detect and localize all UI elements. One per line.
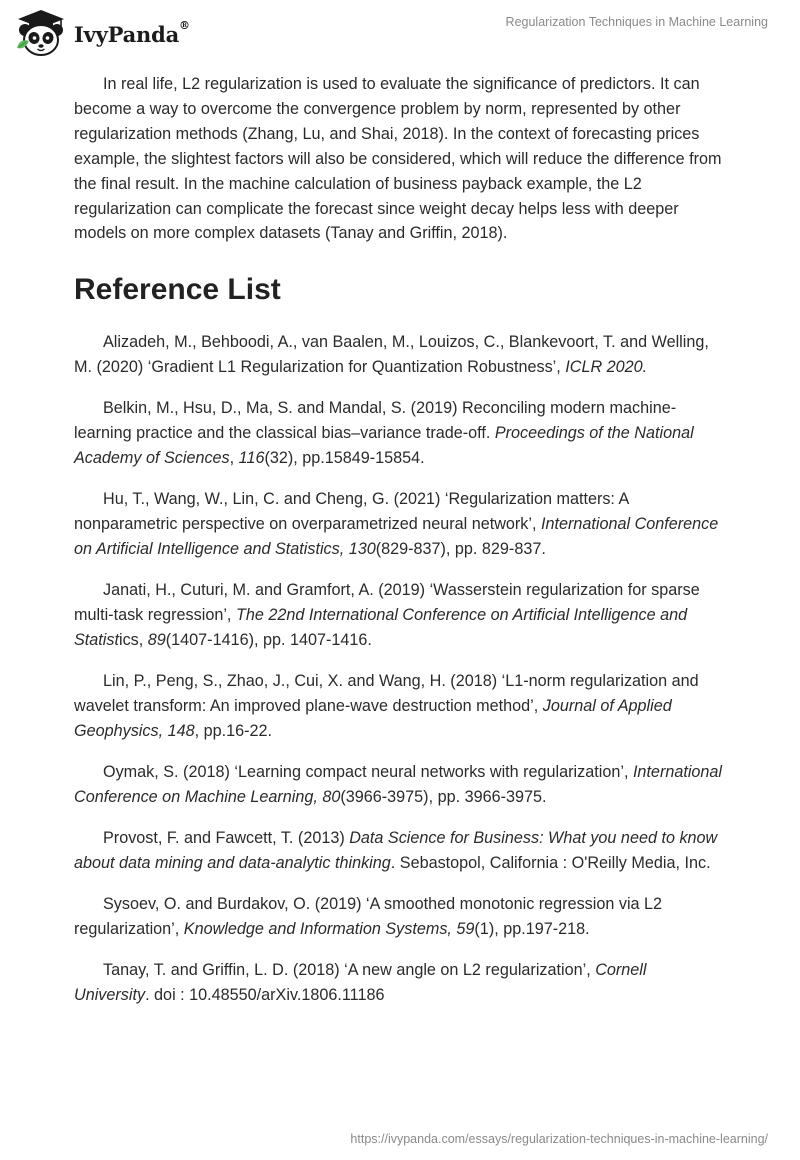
reference-item: Oymak, S. (2018) ‘Learning compact neural networks with regularization’, International Conference on Machine Learning, 80(3966-3975), pp. 3966-3975. [74,762,723,806]
document-title: Regularization Techniques in Machine Learning [505,15,768,29]
reference-list [74,330,724,1007]
reference-list-heading: Reference List [74,273,281,307]
body-paragraph: In real life, L2 regularization is used to evaluate the significance of predictors. It can become a way to overcome the convergence problem by norm, represented by other regularization methods (Zhang, Lu, and Shai, 2018). In the context of forecasting prices example, the slightest factors will also be considered, which will reduce the difference from the final result. In the machine calculation of business payback example, the L2 regularization can complicate the forecast since weight decay helps less with deeper models on more complex datasets (Tanay and Griffin, 2018). [74,75,722,243]
reference-item: Sysoev, O. and Burdakov, O. (2019) ‘A smoothed monotonic regression via L2 regularization’, Knowledge and Information Systems, 59(1), pp.197-218. [74,894,663,938]
reference-item: Hu, T., Wang, W., Lin, C. and Cheng, G. (2021) ‘Regularization matters: A nonparametric perspective on overparametrized neural network’, International Conference on Artificial Intelligence and Statistics, 130(829-837), pp. 829-837. [74,490,719,559]
footer-source-link[interactable]: https://ivypanda.com/essays/regularization-techniques-in-machine-learning/ [350,1132,768,1146]
panda-graduate-icon [14,8,68,58]
reference-item: Belkin, M., Hsu, D., Ma, S. and Mandal, S. (2019) Reconciling modern machine-learning practice and the classical bias–variance trade-off. Proceedings of the National Academy of Sciences, 116(32), pp.15849-15854. [74,399,694,468]
brand-name: IvyPanda® [74,18,190,47]
page-header [0,0,800,70]
reference-item: Janati, H., Cuturi, M. and Gramfort, A. (2019) ‘Wasserstein regularization for sparse multi-task regression’, The 22nd International Conference on Artificial Intelligence and Statistics, 89(1407-1416), pp. 1407-1416. [74,581,700,649]
reference-item: Lin, P., Peng, S., Zhao, J., Cui, X. and Wang, H. (2018) ‘L1-norm regularization and wavelet transform: An improved plane-wave destruction method’, Journal of Applied Geophysics, 148, pp.16-22. [74,672,699,740]
ivypanda-logo[interactable] [14,8,190,58]
document-body [74,72,724,1024]
reference-item: Alizadeh, M., Behboodi, A., van Baalen, M., Louizos, C., Blankevoort, T. and Welling, M. (2020) ‘Gradient L1 Regularization for Quantization Robustness’, ICLR 2020. [74,333,709,377]
reference-item: Provost, F. and Fawcett, T. (2013) Data Science for Business: What you need to know about data mining and data-analytic thinking. Sebastopol, California : O'Reilly Media, Inc. [74,828,718,872]
reference-item: Tanay, T. and Griffin, L. D. (2018) ‘A new angle on L2 regularization’, Cornell University. doi : 10.48550/arXiv.1806.11186 [74,960,647,1004]
